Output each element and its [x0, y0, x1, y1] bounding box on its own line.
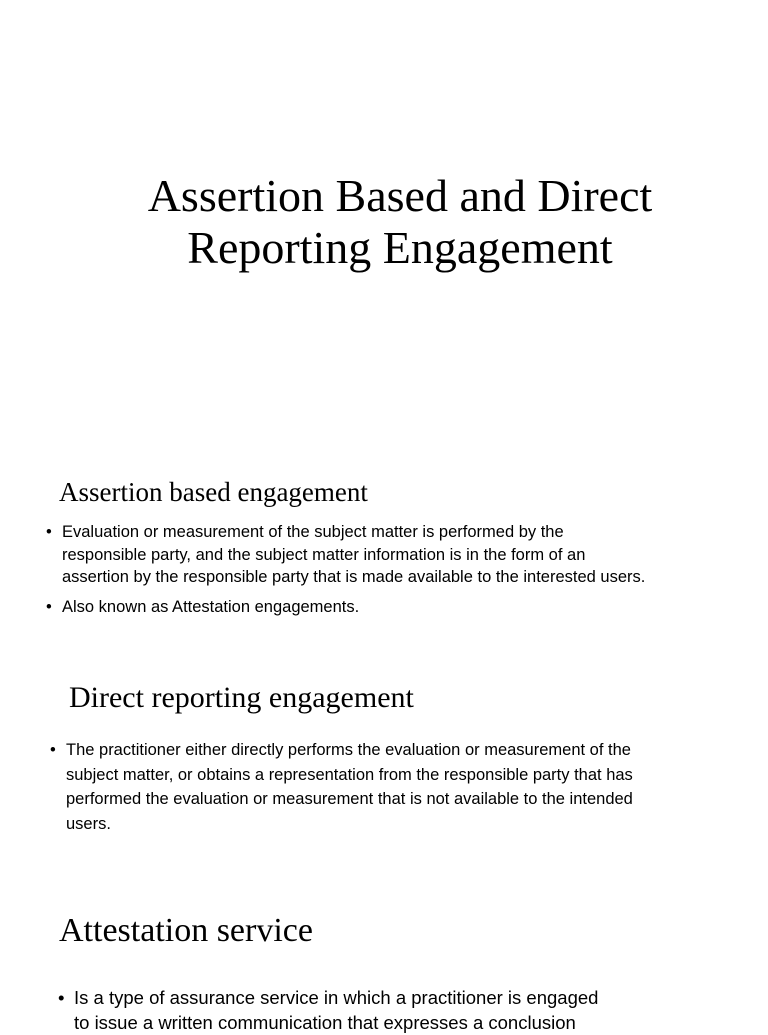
title-line-1: Assertion Based and Direct [147, 170, 653, 221]
bullet-line: Is a type of assurance service in which a practitioner is engaged [74, 987, 599, 1008]
assertion-bullet-2 [46, 596, 645, 619]
bullet-line: performed the evaluation or measurement that is not available to the intended [66, 790, 633, 808]
assertion-bullet-1 [46, 521, 646, 589]
assertion-heading: Assertion based engagement [59, 477, 368, 507]
assertion-bullet-list [46, 521, 646, 618]
direct-bullet-1 [50, 738, 633, 836]
attestation-bullet-1 [58, 985, 599, 1035]
attestation-bullet-list [58, 985, 599, 1035]
page-title [0, 170, 768, 274]
attestation-heading: Attestation service [59, 912, 313, 949]
bullet-dot: • [46, 597, 52, 616]
bullet-dot: • [58, 987, 65, 1008]
title-line-2: Reporting Engagement [187, 222, 613, 273]
bullet-line: subject matter, or obtains a representation from the responsible party that has [66, 765, 633, 784]
bullet-dot: • [50, 741, 56, 759]
direct-heading: Direct reporting engagement [69, 681, 414, 714]
bullet-line: users. [66, 814, 111, 833]
direct-bullet-list [50, 738, 633, 836]
bullet-line: The practitioner either directly performs the evaluation or measurement of the [66, 741, 631, 759]
bullet-line: to issue a written communication that expresses a conclusion [74, 1012, 576, 1033]
bullet-line: responsible party, and the subject matter information is in the form of an [62, 545, 586, 564]
bullet-line: Also known as Attestation engagements. [62, 597, 360, 616]
bullet-line: assertion by the responsible party that is made available to the interested users. [62, 568, 646, 586]
bullet-line: Evaluation or measurement of the subject matter is performed by the [62, 523, 564, 541]
bullet-dot: • [46, 523, 52, 541]
